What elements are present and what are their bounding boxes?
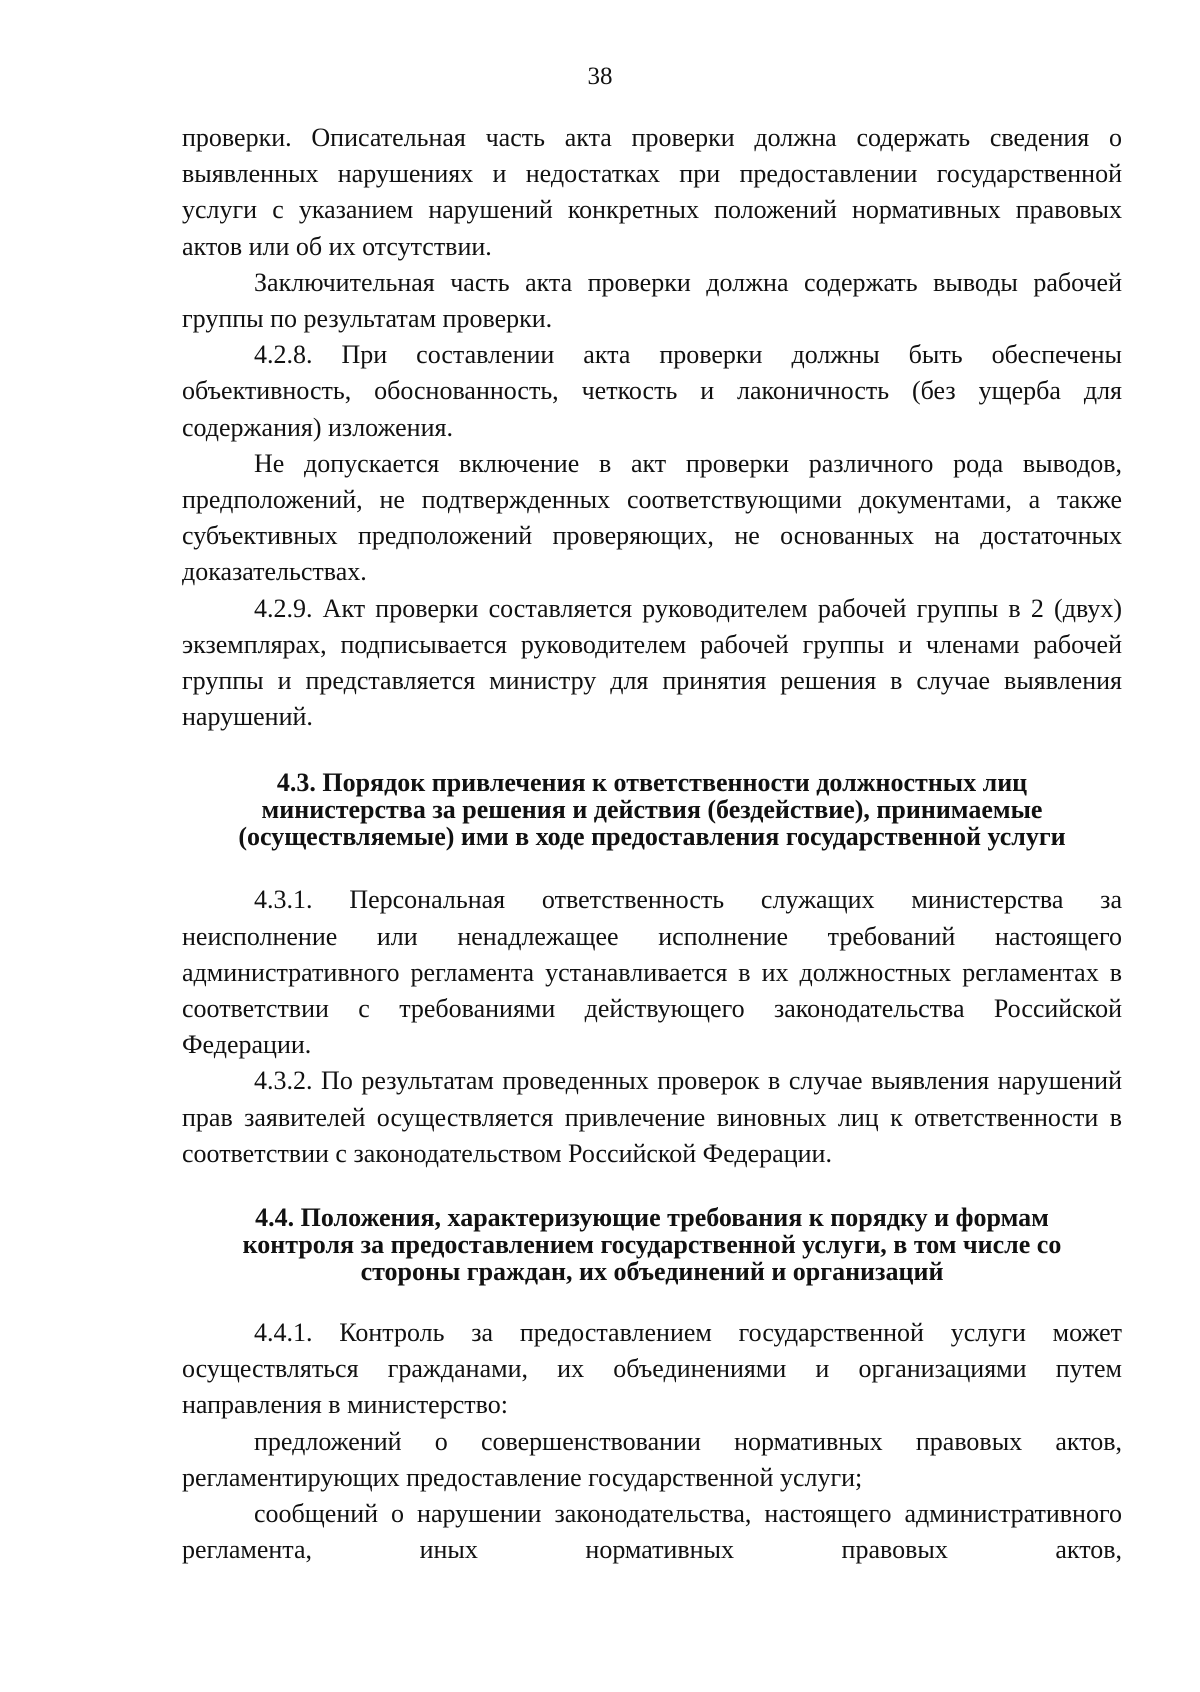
paragraph-continuation: проверки. Описательная часть акта проверки должна содержать сведения о выявленных нарушениях и недостатках при предоставлении государственной услуги с указанием нарушений конкретных положений нормативных правовых актов или об их отсутствии. [182,123,1122,261]
heading-line: стороны граждан, их объединений и организаций [360,1257,944,1287]
heading-line: 4.3. Порядок привлечения к ответственности должностных лиц [276,768,1028,798]
heading-line: министерства за решения и действия (бездействие), принимаемые [261,795,1043,825]
paragraph-4-3-1: 4.3.1. Персональная ответственность служащих министерства за неисполнение или ненадлежащее исполнение требований настоящего административного регламента устанавливается в их должностных регламентах в соответствии с требованиями действующего законодательства Российской Федерации. [182,885,1122,1060]
paragraph-4-3-2: 4.3.2. По результатам проведенных проверок в случае выявления нарушений прав заявителей осуществляется привлечение виновных лиц к ответственности в соответствии с законодательством Российской Федерации. [182,1066,1122,1168]
page-number: 38 [587,63,613,90]
paragraph-4-2-8: 4.2.8. При составлении акта проверки должны быть обеспечены объективность, обоснованность, четкость и лаконичность (без ущерба для содержания) изложения. [182,340,1122,442]
paragraph-4-4-1: 4.4.1. Контроль за предоставлением государственной услуги может осуществляться гражданами, их объединениями и организациями путем направления в министерство: [182,1318,1122,1420]
paragraph-reports: сообщений о нарушении законодательства, настоящего административного регламента, иных нормативных правовых актов, [182,1499,1122,1565]
heading-line: 4.4. Положения, характеризующие требования к порядку и формам [255,1203,1049,1233]
paragraph-conclusion: Заключительная часть акта проверки должна содержать выводы рабочей группы по результатам проверки. [182,267,1122,334]
section-heading-4-4 [182,1204,1122,1285]
paragraph-proposals: предложений о совершенствовании нормативных правовых актов, регламентирующих предоставление государственной услуги; [182,1426,1122,1492]
paragraph-not-allowed: Не допускается включение в акт проверки различного рода выводов, предположений, не подтвержденных соответствующими документами, а также субъективных предположений проверяющих, не основанных на достаточных доказательствах. [182,448,1122,587]
section-heading-4-3 [182,769,1122,850]
heading-line: (осуществляемые) ими в ходе предоставления государственной услуги [238,822,1066,852]
document-body [182,120,1122,1569]
heading-line: контроля за предоставлением государственной услуги, в том числе со [242,1230,1062,1260]
paragraph-4-2-9: 4.2.9. Акт проверки составляется руководителем рабочей группы в 2 (двух) экземплярах, подписывается руководителем рабочей группы и членами рабочей группы и представляется министру для принятия решения в случае выявления нарушений. [182,593,1122,732]
